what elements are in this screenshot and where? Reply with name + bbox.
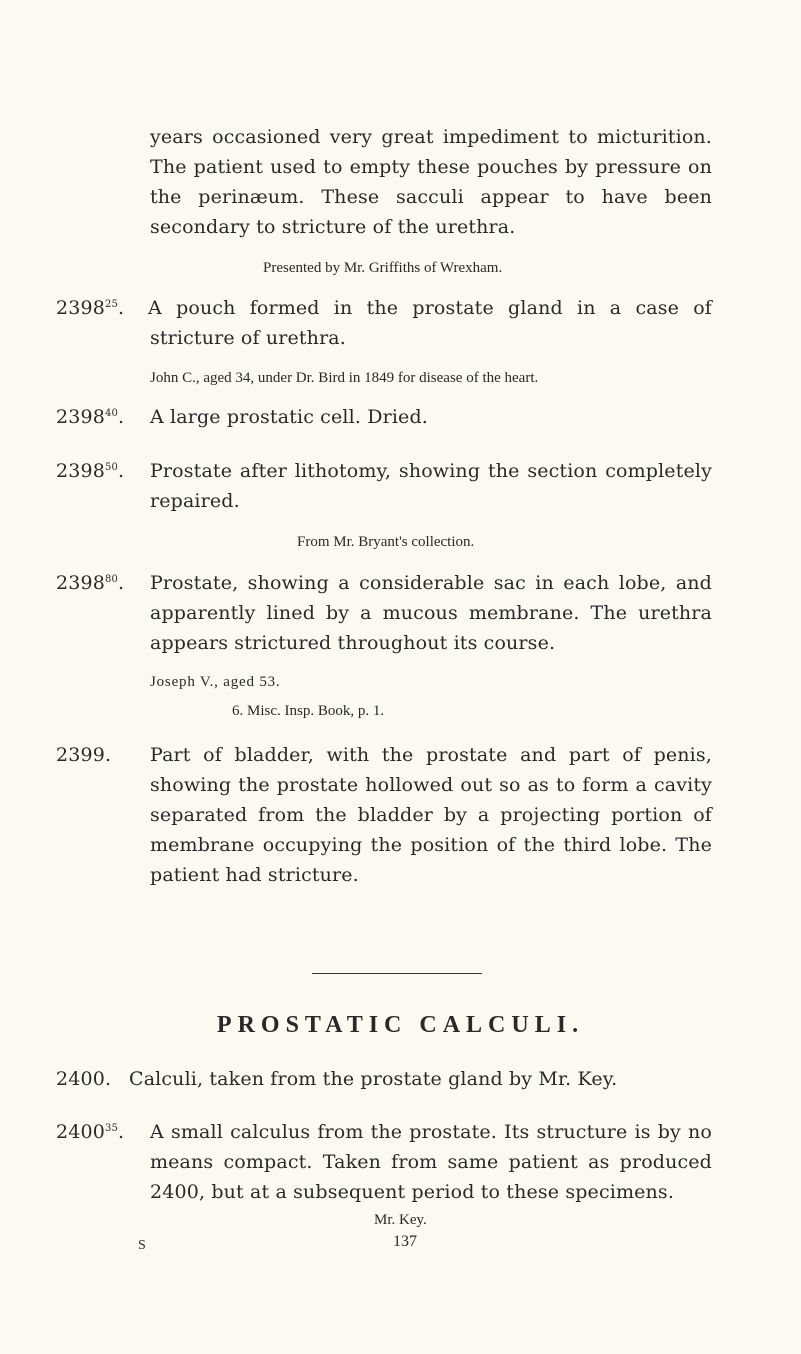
entry-text: Calculi, taken from the prostate gland by Mr. Key. (129, 1068, 618, 1090)
entry-note: Joseph V., aged 53. (150, 674, 281, 690)
section-divider (312, 973, 482, 974)
continuation-note: Presented by Mr. Griffiths of Wrexham. (263, 260, 503, 276)
section-heading: PROSTATIC CALCULI. (216, 1012, 585, 1038)
entry-text: A pouch formed in the prostate gland in a case of stricture of urethra. (148, 297, 712, 349)
entry-note: From Mr. Bryant's collection. (297, 534, 475, 550)
page-number: 137 (393, 1233, 417, 1250)
entry-note: John C., aged 34, under Dr. Bird in 1849 for disease of the heart. (150, 370, 539, 386)
entry-text: A large prostatic cell. Dried. (150, 406, 428, 428)
entry-2399 (56, 740, 111, 770)
signature-mark: S (138, 1238, 146, 1253)
entry-2398-80 (56, 568, 124, 598)
entry-number: 2398$^{40}$. (56, 406, 125, 428)
entry-number: 2398$^{80}$. (56, 572, 125, 594)
entry-text: Prostate, showing a considerable sac in each lobe, and apparently lined by a mucous membrane. The urethra appears strictured throughout its course. (150, 572, 712, 654)
entry-number: 2398$^{25}$. (56, 297, 125, 319)
entry-text: A small calculus from the prostate. Its structure is by no means compact. Taken from same patient as produced 2400, but at a subsequent period to these specimens. (150, 1121, 712, 1203)
entry-note: Mr. Key. (374, 1212, 427, 1228)
entry-number: 2399. (56, 744, 112, 766)
entry-number: 2398$^{50}$. (56, 460, 125, 482)
entry-2400 (56, 1064, 111, 1094)
entry-reference: 6. Misc. Insp. Book, p. 1. (232, 703, 385, 719)
entry-number: 2400. (56, 1068, 112, 1090)
entry-text: Part of bladder, with the prostate and part of penis, showing the prostate hollowed out so as to form a cavity separated from the bladder by a projecting portion of membrane occupying the position of the third lobe. The patient had stricture. (150, 744, 712, 886)
entry-2398-40 (56, 402, 124, 432)
entry-2400-35 (56, 1117, 124, 1147)
continuation-paragraph: years occasioned very great impediment to micturition. The patient used to empty these pouches by pressure on the perinæum. These sacculi appear to have been secondary to stricture of the urethra. (150, 126, 712, 238)
entry-text: Prostate after lithotomy, showing the section completely repaired. (150, 460, 712, 512)
entry-number: 2400$^{35}$. (56, 1121, 125, 1143)
entry-2398-50 (56, 456, 124, 486)
